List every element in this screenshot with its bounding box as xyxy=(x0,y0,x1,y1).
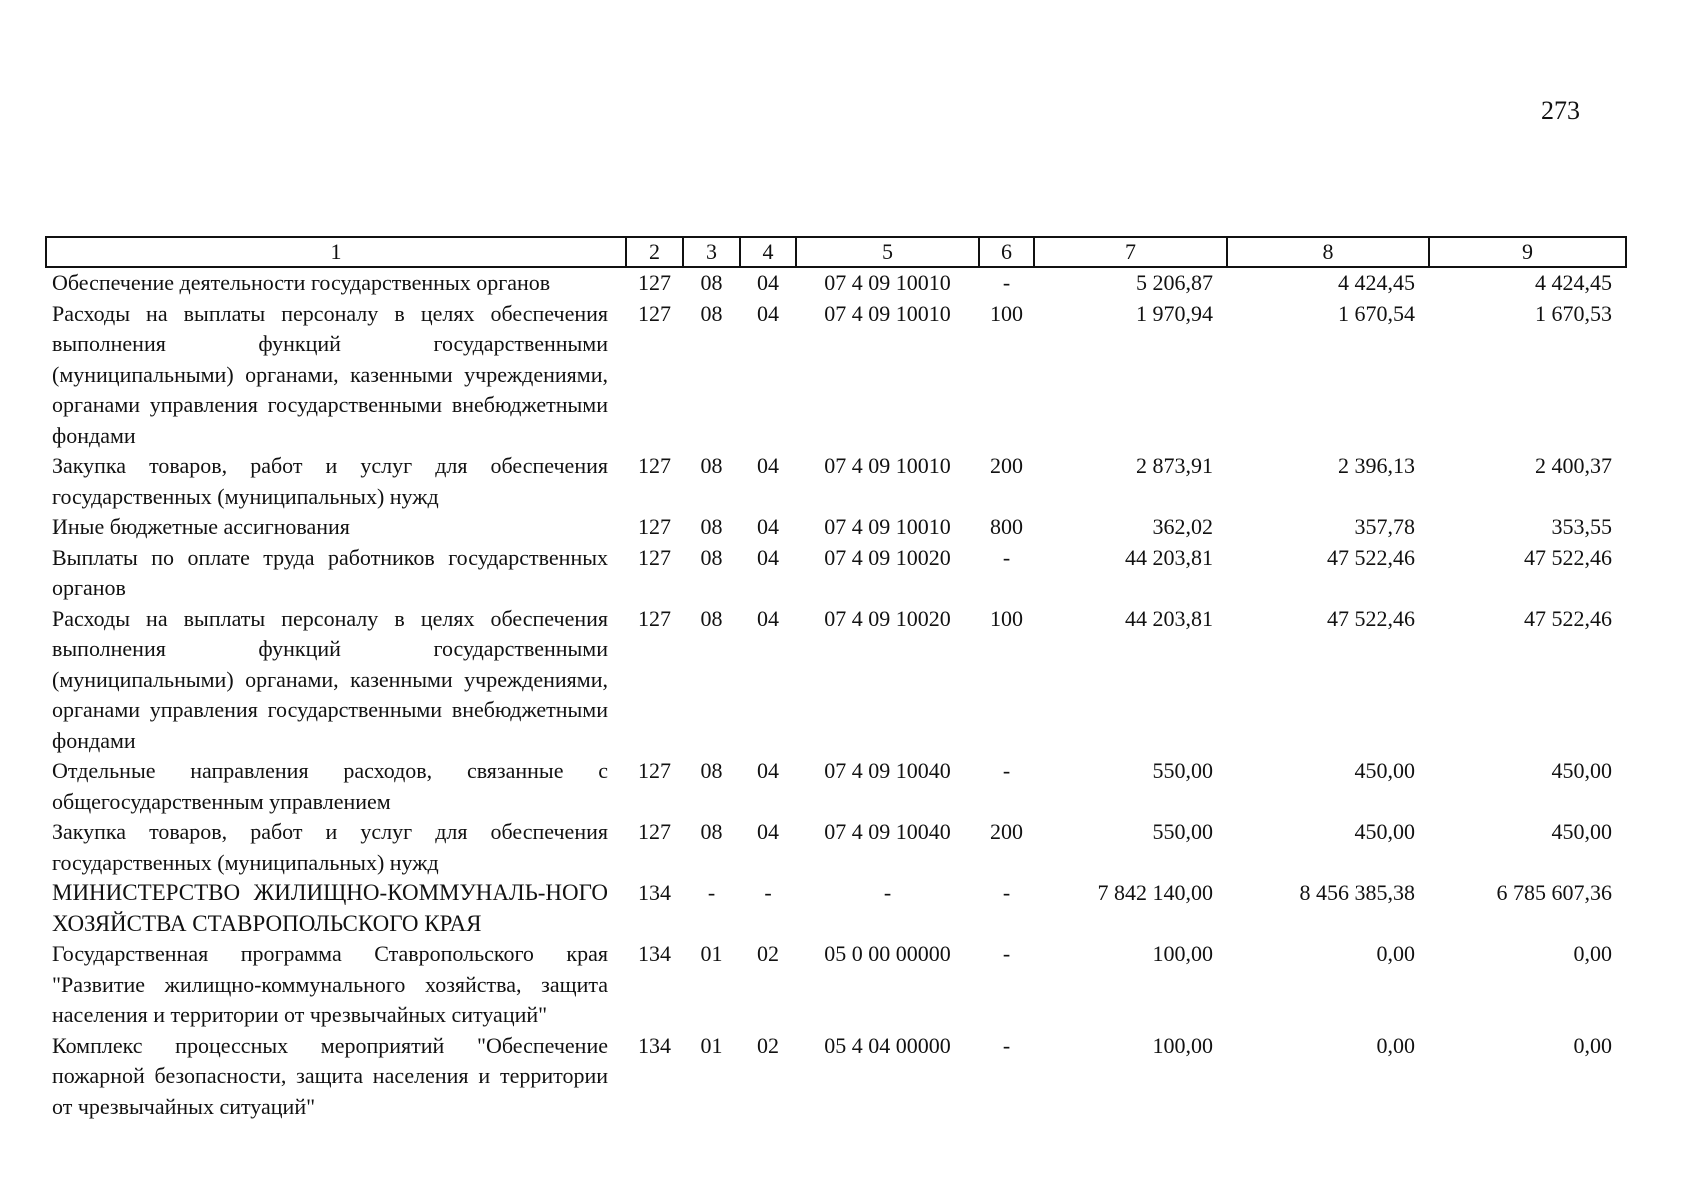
row-code-4: 04 xyxy=(757,300,779,326)
row-code-5: 07 4 09 10010 xyxy=(824,270,951,295)
row-code-3: - xyxy=(707,880,716,905)
row-amount-9: 0,00 xyxy=(1573,1032,1612,1058)
row-code-4: 04 xyxy=(757,605,779,631)
row-amount-7: 1 970,94 xyxy=(1136,300,1213,326)
row-code-3: 08 xyxy=(700,605,723,631)
row-code-5: - xyxy=(883,880,892,905)
header-col-7: 7 xyxy=(1034,237,1227,267)
row-code-4: 04 xyxy=(757,758,779,783)
row-amount-9: 1 670,53 xyxy=(1535,300,1612,326)
header-row xyxy=(46,237,1626,267)
row-code-5: 07 4 09 10010 xyxy=(824,514,951,539)
row-amount-8: 0,00 xyxy=(1376,941,1415,966)
row-name: Иные бюджетные ассигнования xyxy=(52,514,350,539)
table-body xyxy=(46,267,1626,1122)
table-row xyxy=(46,512,1626,543)
row-name: Расходы на выплаты персоналу в целях обеспечения выполнения функций государственными (муниципальными) органами, казенными учреждениями, органами управления государственными внебюджетными фондами xyxy=(52,300,608,448)
row-code-3: 08 xyxy=(700,300,723,326)
row-amount-9: 6 785 607,36 xyxy=(1496,880,1612,905)
row-code-4: 02 xyxy=(757,941,779,966)
row-code-4: 02 xyxy=(757,1032,779,1058)
row-code-3: 01 xyxy=(700,941,723,966)
row-amount-7: 7 842 140,00 xyxy=(1097,880,1213,905)
row-amount-8: 47 522,46 xyxy=(1327,544,1415,570)
row-code-5: 05 0 00 00000 xyxy=(824,941,951,966)
row-code-2: 134 xyxy=(638,880,671,905)
row-code-6: - xyxy=(1002,880,1011,905)
row-code-3: 01 xyxy=(700,1032,723,1058)
row-code-5: 07 4 09 10040 xyxy=(824,819,951,844)
row-code-2: 127 xyxy=(638,453,671,478)
row-amount-7: 44 203,81 xyxy=(1125,544,1213,570)
row-name: Отдельные направления расходов, связанные с общегосударственным управлением xyxy=(52,758,608,814)
row-amount-9: 450,00 xyxy=(1551,758,1612,783)
row-code-2: 127 xyxy=(638,270,671,295)
row-name: Закупка товаров, работ и услуг для обеспечения государственных (муниципальных) нужд xyxy=(52,819,608,875)
page-number: 273 xyxy=(1541,96,1580,125)
row-code-2: 127 xyxy=(638,819,671,844)
row-code-6: - xyxy=(1002,1032,1011,1058)
row-code-4: 04 xyxy=(757,819,779,844)
row-amount-9: 4 424,45 xyxy=(1535,270,1612,295)
row-code-3: 08 xyxy=(700,758,723,783)
table-row xyxy=(46,939,1626,1031)
table-row xyxy=(46,756,1626,817)
row-code-6: 200 xyxy=(990,819,1023,844)
row-amount-7: 362,02 xyxy=(1152,514,1213,539)
row-amount-7: 100,00 xyxy=(1152,1032,1213,1058)
row-amount-7: 5 206,87 xyxy=(1136,270,1213,295)
row-amount-8: 1 670,54 xyxy=(1338,300,1415,326)
row-code-6: 200 xyxy=(990,453,1023,478)
row-code-5: 07 4 09 10010 xyxy=(824,300,951,326)
row-amount-9: 0,00 xyxy=(1573,941,1612,966)
row-name: Закупка товаров, работ и услуг для обеспечения государственных (муниципальных) нужд xyxy=(52,453,608,509)
row-code-6: - xyxy=(1002,941,1011,966)
row-code-4: 04 xyxy=(757,514,779,539)
row-amount-7: 100,00 xyxy=(1152,941,1213,966)
header-col-3: 3 xyxy=(683,237,740,267)
row-code-3: 08 xyxy=(700,453,723,478)
row-amount-9: 353,55 xyxy=(1551,514,1612,539)
row-amount-8: 4 424,45 xyxy=(1338,270,1415,295)
row-code-2: 134 xyxy=(638,941,671,966)
row-code-3: 08 xyxy=(700,544,723,570)
row-amount-7: 550,00 xyxy=(1152,758,1213,783)
row-code-2: 127 xyxy=(638,300,671,326)
row-code-6: - xyxy=(1002,270,1011,295)
row-name: Государственная программа Ставропольского края "Развитие жилищно-коммунального хозяйства, защита населения и территории от чрезвычайных ситуаций" xyxy=(52,941,608,1027)
row-name: Комплекс процессных мероприятий "Обеспечение пожарной безопасности, защита населения и территории от чрезвычайных ситуаций" xyxy=(52,1032,608,1119)
row-name: Выплаты по оплате труда работников государственных органов xyxy=(52,544,608,600)
row-name: МИНИСТЕРСТВО ЖИЛИЩНО-КОММУНАЛЬ-НОГО ХОЗЯЙСТВА СТАВРОПОЛЬСКОГО КРАЯ xyxy=(52,880,608,936)
table-row xyxy=(46,604,1626,757)
table-row xyxy=(46,543,1626,604)
row-amount-8: 2 396,13 xyxy=(1338,453,1415,478)
row-name: Расходы на выплаты персоналу в целях обеспечения выполнения функций государственными (муниципальными) органами, казенными учреждениями, органами управления государственными внебюджетными фондами xyxy=(52,605,608,753)
budget-table xyxy=(45,236,1627,1122)
row-code-6: 800 xyxy=(990,514,1023,539)
row-amount-8: 47 522,46 xyxy=(1327,605,1415,631)
header-col-6: 6 xyxy=(979,237,1034,267)
row-code-2: 127 xyxy=(638,544,671,570)
header-col-8: 8 xyxy=(1227,237,1429,267)
row-amount-7: 2 873,91 xyxy=(1136,453,1213,478)
table-row xyxy=(46,1031,1626,1123)
row-code-4: - xyxy=(764,880,772,905)
row-code-2: 127 xyxy=(638,758,671,783)
row-code-4: 04 xyxy=(757,453,779,478)
header-col-2: 2 xyxy=(626,237,683,267)
row-code-5: 07 4 09 10020 xyxy=(824,605,951,631)
row-code-4: 04 xyxy=(757,270,779,295)
row-code-3: 08 xyxy=(700,514,723,539)
header-col-4: 4 xyxy=(740,237,796,267)
row-code-3: 08 xyxy=(700,819,723,844)
table-row xyxy=(46,267,1626,299)
row-code-3: 08 xyxy=(700,270,723,295)
row-code-6: 100 xyxy=(990,300,1023,326)
row-code-6: 100 xyxy=(990,605,1023,631)
row-amount-9: 2 400,37 xyxy=(1535,453,1612,478)
row-code-5: 07 4 09 10010 xyxy=(824,453,951,478)
row-code-5: 07 4 09 10040 xyxy=(824,758,951,783)
row-amount-7: 550,00 xyxy=(1152,819,1213,844)
row-amount-8: 450,00 xyxy=(1354,819,1415,844)
row-code-6: - xyxy=(1002,544,1011,570)
table-row xyxy=(46,299,1626,452)
row-code-2: 134 xyxy=(638,1032,671,1058)
row-code-2: 127 xyxy=(638,514,671,539)
row-code-6: - xyxy=(1002,758,1011,783)
row-code-4: 04 xyxy=(757,544,779,570)
table-row xyxy=(46,451,1626,512)
header-col-5: 5 xyxy=(796,237,979,267)
table-header xyxy=(46,237,1626,267)
header-col-1: 1 xyxy=(46,237,626,267)
row-amount-9: 450,00 xyxy=(1551,819,1612,844)
table-row xyxy=(46,878,1626,939)
row-code-5: 07 4 09 10020 xyxy=(824,544,951,570)
row-amount-9: 47 522,46 xyxy=(1524,544,1612,570)
row-code-5: 05 4 04 00000 xyxy=(824,1032,951,1058)
row-amount-8: 0,00 xyxy=(1376,1032,1415,1058)
row-amount-8: 450,00 xyxy=(1354,758,1415,783)
table-row xyxy=(46,817,1626,878)
row-amount-7: 44 203,81 xyxy=(1125,605,1213,631)
row-amount-8: 8 456 385,38 xyxy=(1299,880,1415,905)
row-code-2: 127 xyxy=(638,605,671,631)
row-amount-9: 47 522,46 xyxy=(1524,605,1612,631)
row-amount-8: 357,78 xyxy=(1354,514,1415,539)
header-col-9: 9 xyxy=(1429,237,1626,267)
row-name: Обеспечение деятельности государственных органов xyxy=(52,270,551,295)
